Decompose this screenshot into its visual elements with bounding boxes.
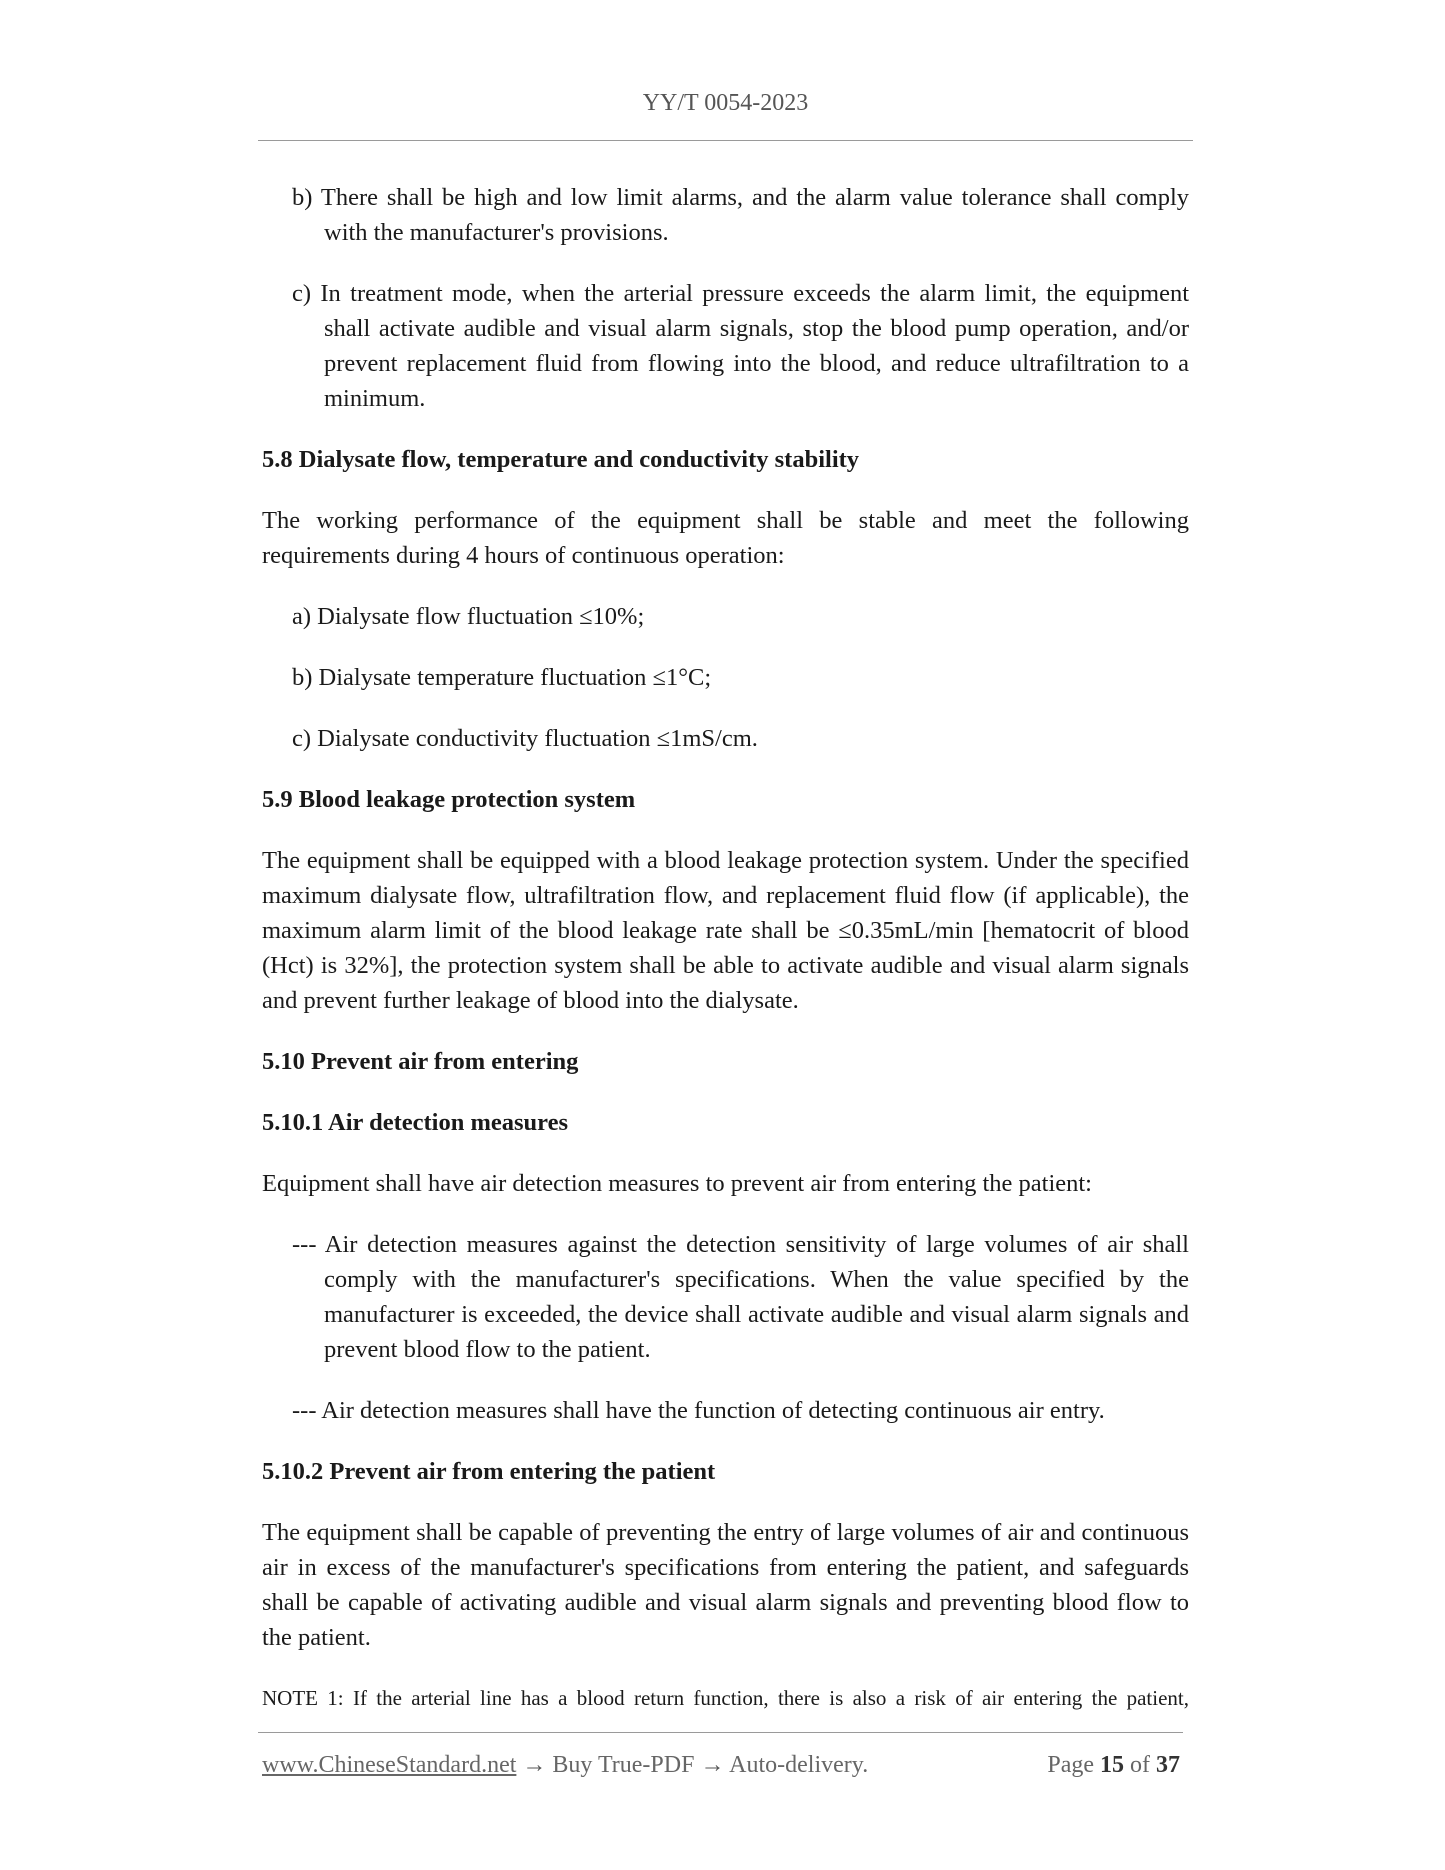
page-footer (262, 1752, 1180, 1779)
dash-item-2: --- Air detection measures shall have the function of detecting continuous air entry. (292, 1397, 1105, 1424)
list-item-5-8-b: b) Dialysate temperature fluctuation ≤1°C; (292, 664, 712, 691)
header-divider (258, 140, 1193, 141)
page-total: 37 (1156, 1752, 1180, 1778)
section-heading-5-10-2: 5.10.2 Prevent air from entering the patient (262, 1458, 716, 1485)
section-heading-5-10-1: 5.10.1 Air detection measures (262, 1109, 568, 1136)
site-link[interactable]: www.ChineseStandard.net (262, 1752, 517, 1778)
page-number: 15 (1100, 1752, 1124, 1778)
paragraph-5-9: The equipment shall be equipped with a blood leakage protection system. Under the specified maximum dialysate flow, ultrafiltration flow, and replacement fluid flow (if applicable), the maximum alarm limit of the blood leakage rate shall be ≤0.35mL/min [hematocrit of blood (Hct) is 32%], the protection system shall be able to activate audible and visual alarm signals and prevent further leakage of blood into the dialysate. (262, 847, 1189, 1014)
dash-item-1: --- Air detection measures against the detection sensitivity of large volumes of air shall comply with the manufacturer's specifications. When the value specified by the manufacturer is exceeded, the device shall activate audible and visual alarm signals and prevent blood flow to the patient. (292, 1231, 1189, 1363)
auto-delivery-text: Auto-delivery. (729, 1752, 869, 1778)
document-id-header: YY/T 0054-2023 (642, 90, 809, 116)
paragraph-5-10-1: Equipment shall have air detection measures to prevent air from entering the patient: (262, 1170, 1092, 1197)
list-item-5-8-c: c) Dialysate conductivity fluctuation ≤1mS/cm. (292, 725, 758, 752)
footer-left (262, 1752, 868, 1779)
list-item-c: c) In treatment mode, when the arterial pressure exceeds the alarm limit, the equipment shall activate audible and visual alarm signals, stop the blood pump operation, and/or prevent replacement fluid from flowing into the blood, and reduce ultrafiltration to a minimum. (292, 280, 1189, 412)
arrow-right-icon: → (700, 1752, 725, 1778)
of-label: of (1130, 1752, 1150, 1778)
list-item-5-8-a: a) Dialysate flow fluctuation ≤10%; (292, 603, 645, 630)
page-label: Page (1047, 1752, 1094, 1778)
list-item-b: b) There shall be high and low limit alarms, and the alarm value tolerance shall comply with the manufacturer's provisions. (292, 184, 1189, 246)
footer-divider (258, 1732, 1183, 1733)
paragraph-5-8: The working performance of the equipment shall be stable and meet the following requirements during 4 hours of continuous operation: (262, 507, 1189, 569)
page-indicator (1047, 1752, 1180, 1779)
section-heading-5-10: 5.10 Prevent air from entering (262, 1048, 579, 1075)
section-heading-5-9: 5.9 Blood leakage protection system (262, 786, 636, 813)
arrow-right-icon: → (522, 1752, 547, 1778)
note-1: NOTE 1: If the arterial line has a blood return function, there is also a risk of air entering the patient, (262, 1686, 1189, 1710)
paragraph-5-10-2: The equipment shall be capable of preventing the entry of large volumes of air and continuous air in excess of the manufacturer's specifications from entering the patient, and safeguards shall be capable of activating audible and visual alarm signals and preventing blood flow to the patient. (262, 1519, 1189, 1651)
page-body (262, 180, 1189, 1716)
section-heading-5-8: 5.8 Dialysate flow, temperature and conductivity stability (262, 446, 860, 473)
buy-pdf-link[interactable]: Buy True-PDF (552, 1752, 695, 1778)
